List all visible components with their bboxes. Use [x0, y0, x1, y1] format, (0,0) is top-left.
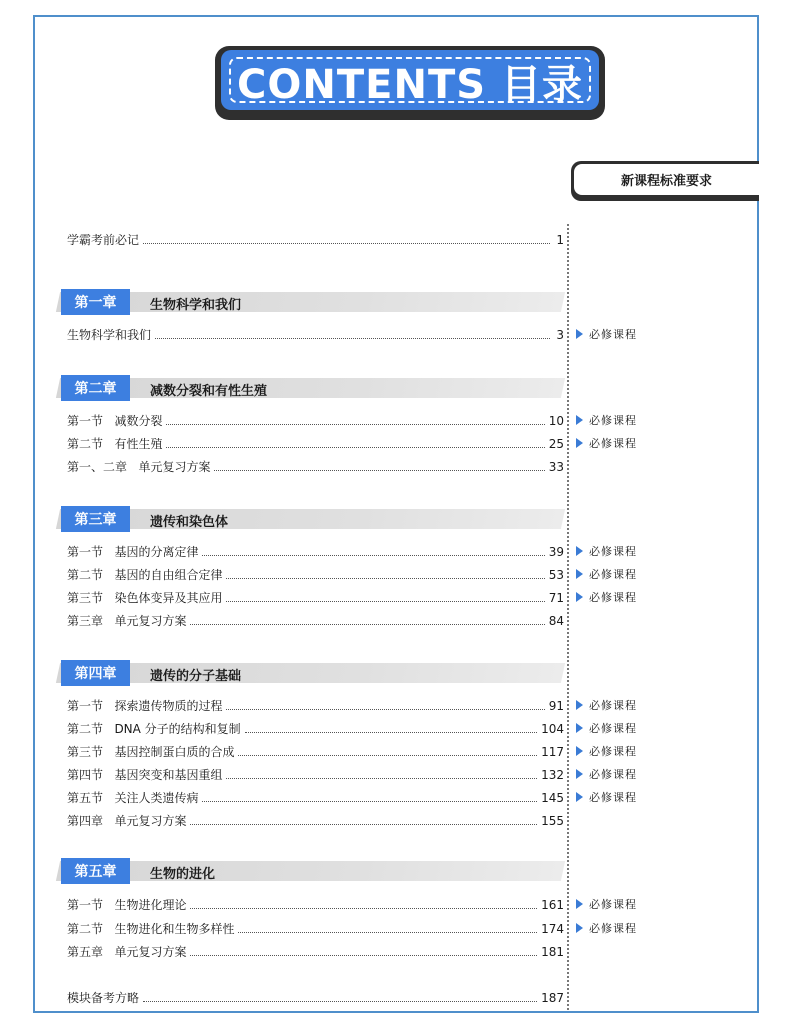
entry-page: 84 [548, 614, 564, 628]
toc-entry-intro[interactable] [67, 229, 564, 247]
toc-entry[interactable] [67, 894, 564, 912]
entry-page: 161 [541, 898, 564, 912]
toc-entry-outro[interactable] [67, 987, 564, 1005]
toc-entry[interactable] [67, 787, 564, 805]
standards-tab-label: 新课程标准要求 [574, 164, 759, 195]
triangle-marker-icon [576, 569, 583, 579]
entry-label: 第五节 关注人类遗传病 [67, 791, 199, 805]
requirement-tag: 必修课程 [576, 896, 637, 912]
requirement-tag: 必修课程 [576, 589, 637, 605]
requirement-tag: 必修课程 [576, 326, 637, 342]
toc-entry[interactable] [67, 695, 564, 713]
entry-label: 第一节 生物进化理论 [67, 898, 187, 912]
entry-page: 132 [541, 768, 564, 782]
requirement-tag: 必修课程 [576, 412, 637, 428]
triangle-marker-icon [576, 592, 583, 602]
standards-tab [571, 161, 759, 201]
chapter-title: 生物的进化 [150, 867, 216, 882]
chapter-header-4[interactable] [58, 660, 563, 686]
toc-entry[interactable] [67, 564, 564, 582]
toc-entry[interactable] [67, 941, 564, 959]
entry-label: 第四节 基因突变和基因重组 [67, 768, 223, 782]
entry-label: 生物科学和我们 [67, 328, 152, 342]
toc-entry[interactable] [67, 918, 564, 936]
toc-entry[interactable] [67, 324, 564, 342]
entry-page: 39 [548, 545, 564, 559]
triangle-marker-icon [576, 923, 583, 933]
entry-label: 第三节 基因控制蛋白质的合成 [67, 745, 235, 759]
triangle-marker-icon [576, 415, 583, 425]
toc-entry[interactable] [67, 541, 564, 559]
requirement-tag: 必修课程 [576, 766, 637, 782]
entry-page: 91 [548, 699, 564, 713]
entry-label: 第五章 单元复习方案 [67, 945, 187, 959]
entry-label: 第二节 基因的自由组合定律 [67, 568, 223, 582]
toc-entry[interactable] [67, 456, 564, 474]
toc-entry[interactable] [67, 810, 564, 828]
requirement-tag: 必修课程 [576, 435, 637, 451]
requirement-tag: 必修课程 [576, 789, 637, 805]
toc-entry[interactable] [67, 764, 564, 782]
chapter-number: 第一章 [61, 289, 130, 315]
triangle-marker-icon [576, 700, 583, 710]
page-title: CONTENTS 目录 [237, 61, 583, 108]
entry-page: 10 [548, 414, 564, 428]
chapter-header-2[interactable] [58, 375, 563, 401]
entry-page: 117 [541, 745, 564, 759]
contents-title-badge [215, 46, 605, 120]
triangle-marker-icon [576, 546, 583, 556]
triangle-marker-icon [576, 723, 583, 733]
toc-entry[interactable] [67, 610, 564, 628]
entry-label: 第一节 探索遗传物质的过程 [67, 699, 223, 713]
entry-label: 第一节 减数分裂 [67, 414, 163, 428]
entry-label: 第三章 单元复习方案 [67, 614, 187, 628]
entry-page: 181 [541, 945, 564, 959]
toc-entry[interactable] [67, 587, 564, 605]
triangle-marker-icon [576, 329, 583, 339]
entry-page: 3 [556, 328, 564, 342]
requirement-tag: 必修课程 [576, 543, 637, 559]
triangle-marker-icon [576, 769, 583, 779]
chapter-title: 遗传的分子基础 [150, 669, 242, 684]
chapter-header-1[interactable] [58, 289, 563, 315]
entry-page: 71 [548, 591, 564, 605]
toc-entry[interactable] [67, 718, 564, 736]
entry-label: 模块备考方略 [67, 991, 140, 1005]
chapter-number: 第三章 [61, 506, 130, 532]
entry-page: 187 [541, 991, 564, 1005]
requirement-tag: 必修课程 [576, 720, 637, 736]
divider-line [567, 224, 569, 1010]
chapter-title: 遗传和染色体 [150, 515, 229, 530]
entry-label: 第一、二章 单元复习方案 [67, 460, 211, 474]
entry-page: 25 [548, 437, 564, 451]
requirement-tag: 必修课程 [576, 743, 637, 759]
triangle-marker-icon [576, 792, 583, 802]
entry-page: 145 [541, 791, 564, 805]
chapter-number: 第五章 [61, 858, 130, 884]
entry-page: 155 [541, 814, 564, 828]
entry-page: 53 [548, 568, 564, 582]
triangle-marker-icon [576, 899, 583, 909]
entry-label: 学霸考前必记 [67, 233, 140, 247]
triangle-marker-icon [576, 438, 583, 448]
entry-label: 第二节 生物进化和生物多样性 [67, 922, 235, 936]
entry-label: 第三节 染色体变异及其应用 [67, 591, 223, 605]
chapter-header-5[interactable] [58, 858, 563, 884]
requirement-tag: 必修课程 [576, 566, 637, 582]
entry-label: 第四章 单元复习方案 [67, 814, 187, 828]
triangle-marker-icon [576, 746, 583, 756]
entry-label: 第二节 DNA 分子的结构和复制 [67, 722, 241, 736]
entry-page: 1 [556, 233, 564, 247]
requirement-tag: 必修课程 [576, 920, 637, 936]
chapter-number: 第四章 [61, 660, 130, 686]
entry-page: 33 [548, 460, 564, 474]
entry-page: 104 [541, 722, 564, 736]
chapter-title: 生物科学和我们 [150, 298, 242, 313]
toc-entry[interactable] [67, 433, 564, 451]
entry-page: 174 [541, 922, 564, 936]
entry-label: 第二节 有性生殖 [67, 437, 163, 451]
toc-entry[interactable] [67, 410, 564, 428]
chapter-header-3[interactable] [58, 506, 563, 532]
chapter-title: 减数分裂和有性生殖 [150, 384, 268, 399]
chapter-number: 第二章 [61, 375, 130, 401]
toc-entry[interactable] [67, 741, 564, 759]
requirement-tag: 必修课程 [576, 697, 637, 713]
entry-label: 第一节 基因的分离定律 [67, 545, 199, 559]
